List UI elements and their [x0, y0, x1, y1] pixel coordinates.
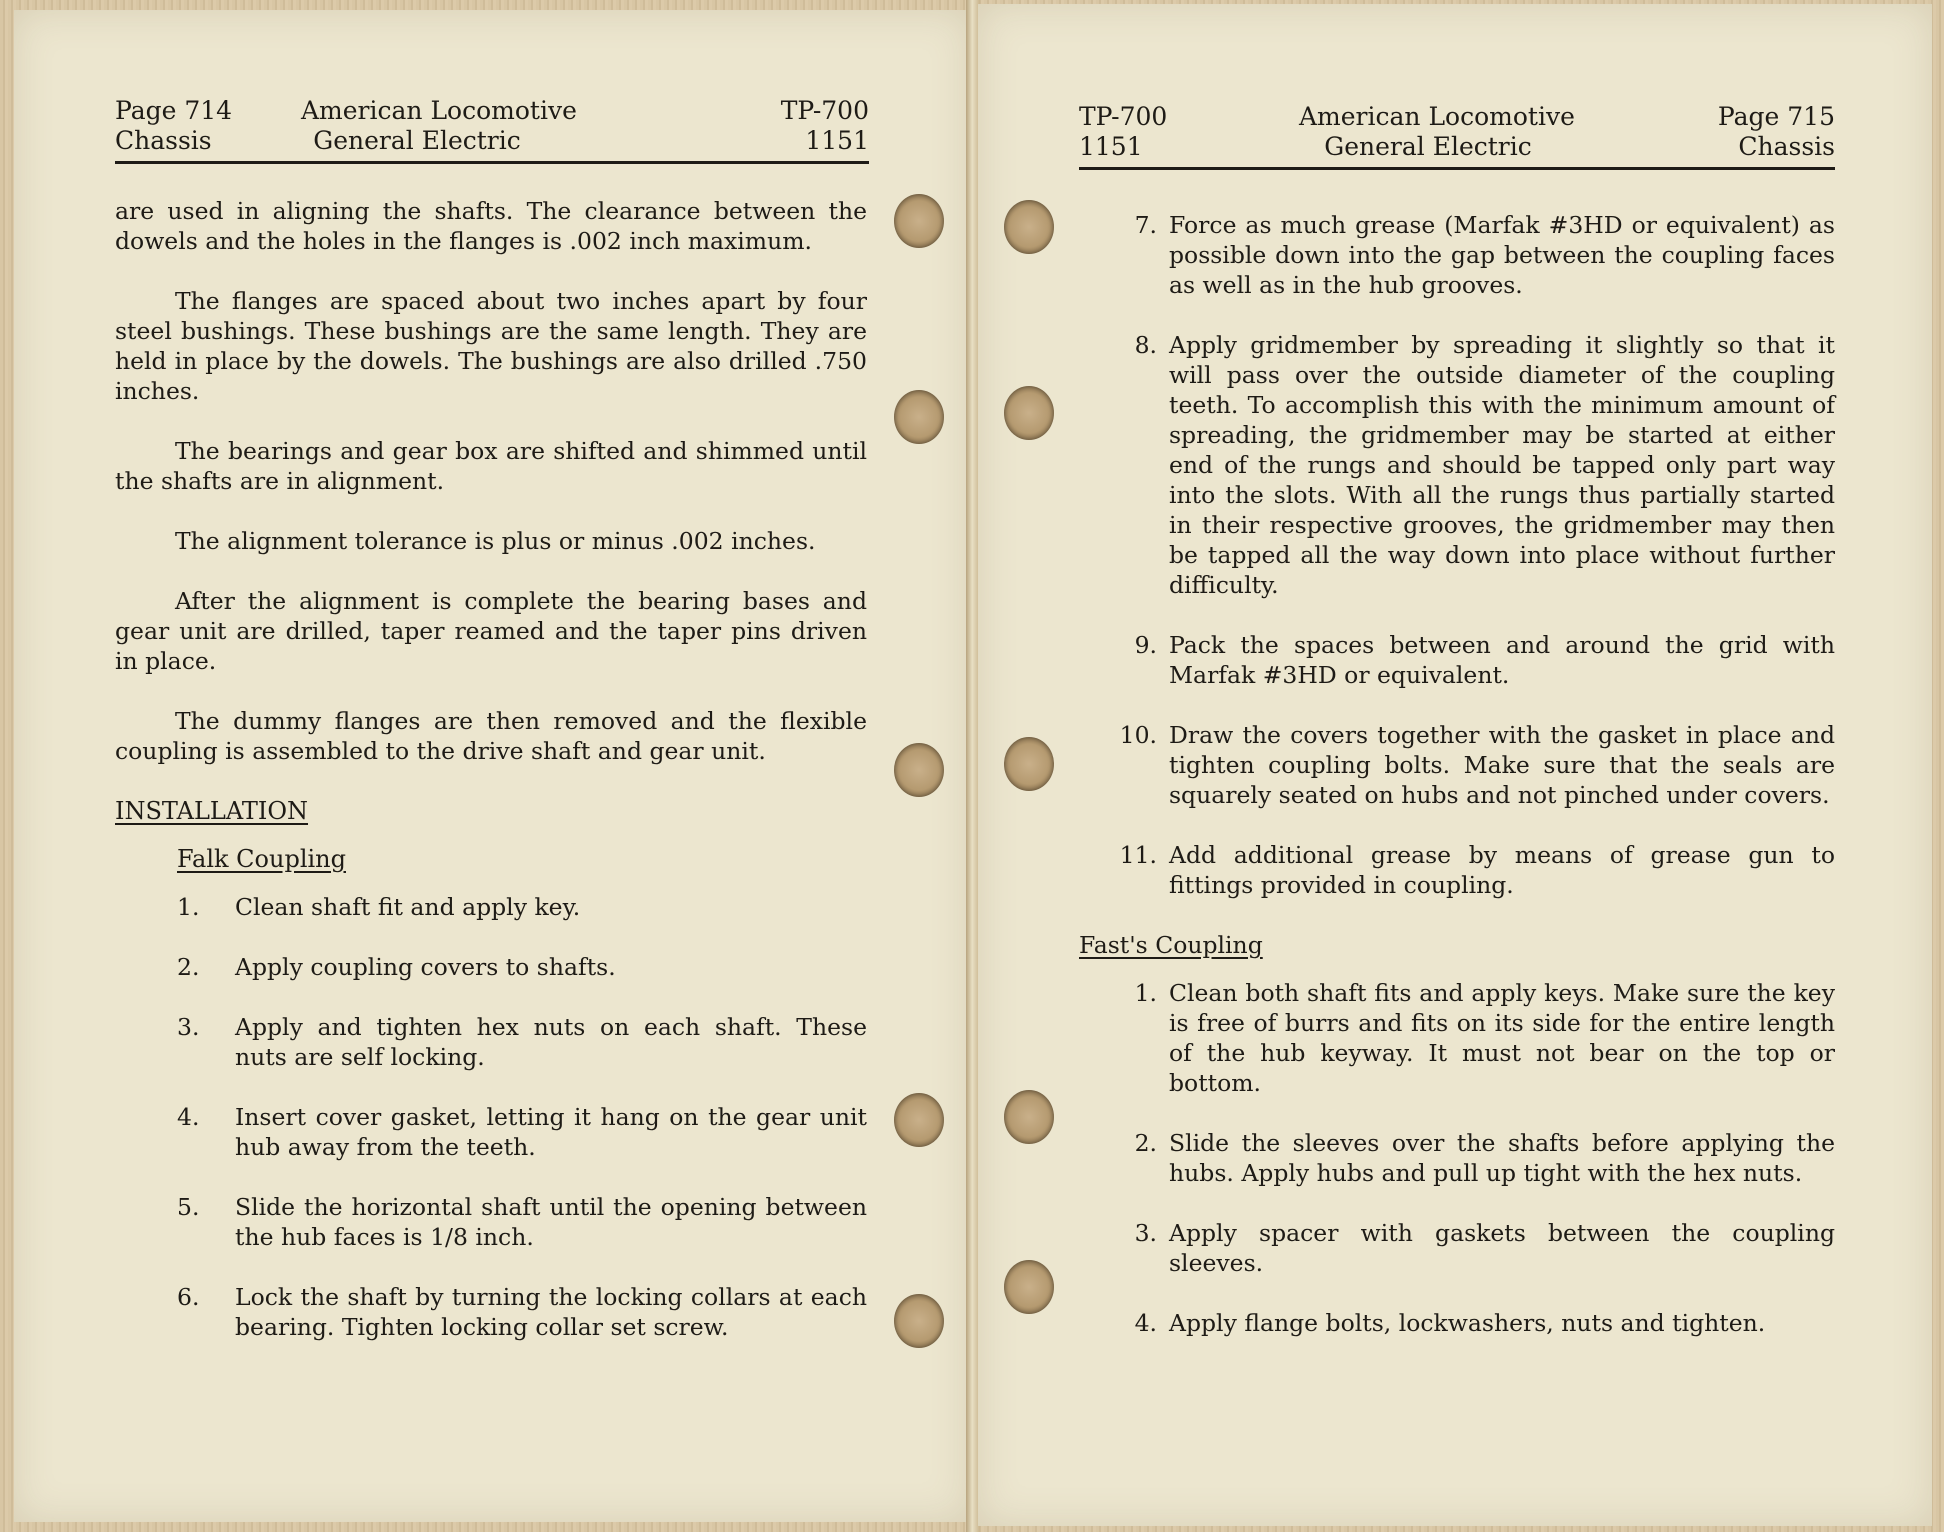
list-item: [115, 1102, 867, 1162]
left-page-body: [115, 196, 867, 1372]
item-text: Apply spacer with gaskets between the coupling sleeves.: [1169, 1219, 1835, 1277]
paragraph: The bearings and gear box are shifted and shimmed until the shafts are in alignment.: [115, 437, 867, 495]
list-item: [1079, 720, 1835, 810]
list-item: [1079, 1308, 1835, 1338]
page-number: Page 714: [115, 96, 233, 125]
binder-hole: [1004, 1260, 1054, 1314]
list-item: [115, 952, 867, 982]
right-header-page-cell: [1718, 102, 1835, 162]
right-header-doc-cell: [1079, 102, 1167, 162]
document-number: 1151: [1079, 132, 1143, 161]
item-text: Slide the sleeves over the shafts before applying the hubs. Apply hubs and pull up tight with the hex nuts.: [1169, 1129, 1835, 1187]
item-number: 5.: [177, 1193, 200, 1221]
right-page: [978, 4, 1932, 1526]
item-text: Apply gridmember by spreading it slightly so that it will pass over the outside diameter of the coupling teeth. To accomplish this with the minimum amount of spreading, the gridmember may be started at either end of the rungs and should be tapped only part way into the slots. With all the rungs thus partially started in their respective grooves, the gridmember may then be tapped all the way down into place without further difficulty.: [1169, 331, 1835, 599]
binder-hole: [1004, 1090, 1054, 1144]
item-text: Lock the shaft by turning the locking collars at each bearing. Tighten locking collar set screw.: [235, 1283, 867, 1341]
page-number: Page 715: [1717, 102, 1835, 131]
list-item: [115, 1192, 867, 1252]
item-number: 3.: [177, 1013, 200, 1041]
binder-hole: [1004, 200, 1054, 254]
item-text: Pack the spaces between and around the grid with Marfak #3HD or equivalent.: [1169, 631, 1835, 689]
item-number: 1.: [1134, 979, 1157, 1007]
item-number: 7.: [1134, 211, 1157, 239]
item-text: Apply flange bolts, lockwashers, nuts and tighten.: [1169, 1309, 1766, 1337]
list-item: [115, 1012, 867, 1072]
binder-hole: [1004, 737, 1054, 791]
item-number: 2.: [177, 953, 200, 981]
list-item: [1079, 978, 1835, 1098]
document-number: 1151: [805, 126, 869, 155]
item-number: 10.: [1119, 721, 1157, 749]
binder-hole: [1004, 386, 1054, 440]
binder-hole: [894, 743, 944, 797]
paragraph: are used in aligning the shafts. The clearance between the dowels and the holes in the flanges is .002 inch maximum.: [115, 197, 867, 255]
left-header-page-cell: [115, 96, 232, 156]
paragraph: The alignment tolerance is plus or minus .002 inches.: [175, 527, 816, 555]
list-item: [115, 892, 867, 922]
item-number: 3.: [1134, 1219, 1157, 1247]
right-page-header: [1079, 102, 1835, 170]
document-code: TP-700: [1079, 102, 1168, 131]
left-header-doc-cell: [781, 96, 869, 156]
binder-hole: [894, 390, 944, 444]
company-name: American Locomotive: [1299, 102, 1575, 131]
item-number: 6.: [177, 1283, 200, 1311]
item-number: 2.: [1134, 1129, 1157, 1157]
subsection-heading: Falk Coupling: [177, 845, 346, 873]
paragraph: After the alignment is complete the bearing bases and gear unit are drilled, taper reamed and the taper pins driven in place.: [115, 587, 867, 675]
item-number: 4.: [177, 1103, 200, 1131]
list-item: [1079, 1218, 1835, 1278]
binder-hole: [894, 194, 944, 248]
list-item: [1079, 840, 1835, 900]
list-item: [1079, 630, 1835, 690]
section-name: Chassis: [1738, 132, 1835, 161]
list-item: [1079, 330, 1835, 600]
item-text: Insert cover gasket, letting it hang on the gear unit hub away from the teeth.: [235, 1103, 867, 1161]
document-code: TP-700: [780, 96, 869, 125]
item-text: Add additional grease by means of grease gun to fittings provided in coupling.: [1169, 841, 1835, 899]
paragraph: The dummy flanges are then removed and the flexible coupling is assembled to the drive shaft and gear unit.: [115, 707, 867, 765]
section-name: Chassis: [115, 126, 212, 155]
item-number: 8.: [1134, 331, 1157, 359]
item-text: Clean shaft fit and apply key.: [235, 893, 581, 921]
left-page-header: [115, 96, 869, 164]
item-text: Slide the horizontal shaft until the opening between the hub faces is 1/8 inch.: [235, 1193, 867, 1251]
item-text: Clean both shaft fits and apply keys. Make sure the key is free of burrs and fits on its side for the entire length of the hub keyway. It must not bear on the top or bottom.: [1169, 979, 1835, 1097]
item-number: 4.: [1134, 1309, 1157, 1337]
item-number: 1.: [177, 893, 200, 921]
list-item: [115, 1282, 867, 1342]
item-text: Force as much grease (Marfak #3HD or equivalent) as possible down into the gap between the coupling faces as well as in the hub grooves.: [1169, 211, 1835, 299]
right-header-company-cell: [1299, 102, 1575, 162]
list-item: [1079, 210, 1835, 300]
company-name: American Locomotive: [301, 96, 577, 125]
item-number: 9.: [1134, 631, 1157, 659]
item-text: Apply and tighten hex nuts on each shaft. These nuts are self locking.: [235, 1013, 867, 1071]
subsection-heading: Fast's Coupling: [1079, 931, 1263, 959]
left-page: [14, 10, 970, 1522]
list-item: [1079, 1128, 1835, 1188]
item-number: 11.: [1119, 841, 1157, 869]
left-header-company-cell: [301, 96, 577, 156]
item-text: Apply coupling covers to shafts.: [235, 953, 616, 981]
binder-hole: [894, 1294, 944, 1348]
item-text: Draw the covers together with the gasket in place and tighten coupling bolts. Make sure that the seals are squarely seated on hubs and not pinched under covers.: [1169, 721, 1835, 809]
company-name-2: General Electric: [1324, 132, 1532, 161]
section-heading: INSTALLATION: [115, 797, 309, 825]
paragraph: The flanges are spaced about two inches apart by four steel bushings. These bushings are the same length. They are held in place by the dowels. The bushings are also drilled .750 inches.: [115, 287, 867, 405]
right-page-body: [1079, 210, 1835, 1368]
company-name-2: General Electric: [313, 126, 521, 155]
binder-hole: [894, 1093, 944, 1147]
